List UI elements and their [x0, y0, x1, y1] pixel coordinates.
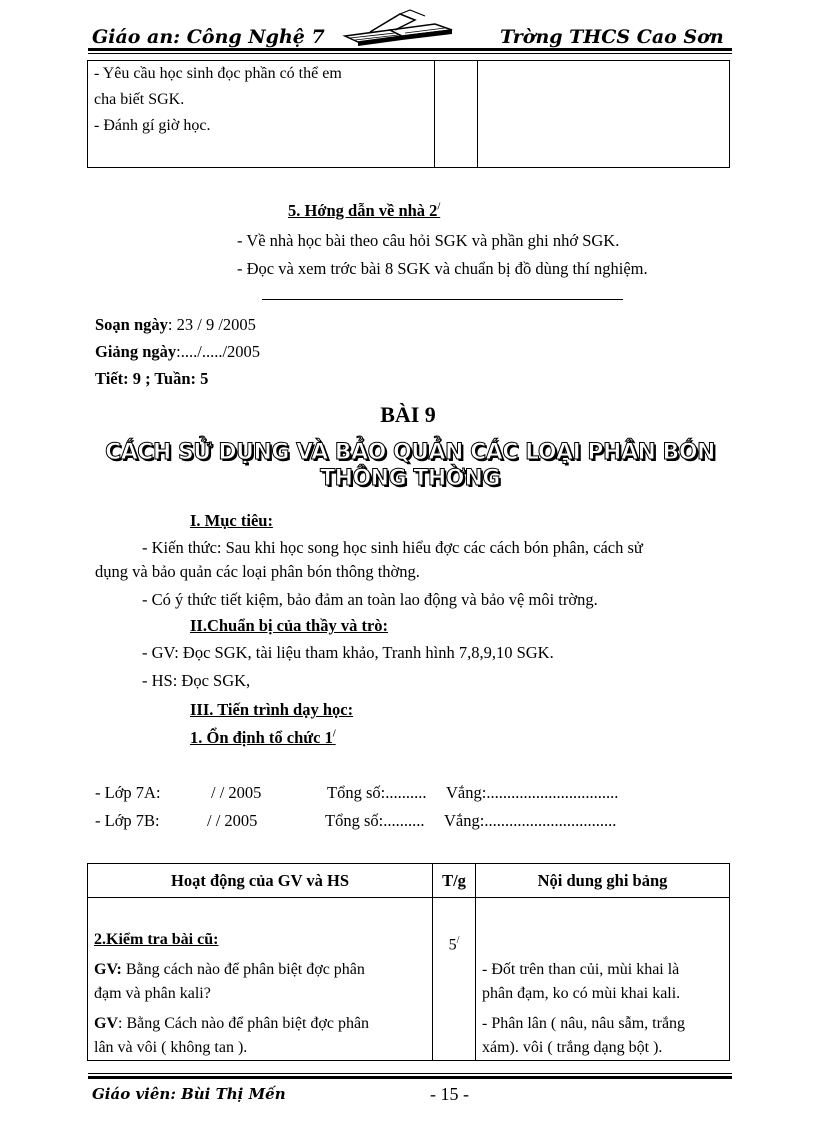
top-table-col-content [478, 61, 730, 168]
section-1-p1-line2: dụng và bảo quản các loại phân bón thông thờng. [95, 562, 420, 581]
class-b-absent: Vắng:................................ [444, 811, 617, 830]
class-a-name: - Lớp 7A: [95, 783, 161, 802]
header-left: Giáo an: Công Nghệ 7 [92, 26, 325, 48]
answer-2-line2: xám). vôi ( trắng dạng bột ). [482, 1039, 663, 1056]
section-2-heading: II.Chuẩn bị của thầy và trò: [190, 616, 389, 635]
lesson-number: BÀI 9 [380, 402, 436, 427]
section-3-sub: 1. Ổn định tổ chức 1/ [190, 728, 336, 747]
section-2-gv: - GV: Đọc SGK, tài liệu tham khảo, Tranh hình 7,8,9,10 SGK. [142, 643, 554, 662]
tiet-tuan: Tiết: 9 ; Tuần: 5 [95, 369, 209, 388]
top-table-col-time [435, 61, 478, 168]
question-2-cont: lân và vôi ( không tan ). [94, 1039, 248, 1056]
main-table [87, 863, 730, 1061]
main-table-content-cell [476, 898, 730, 1061]
header-rule-thin [88, 53, 732, 54]
giang-ngay: Giảng ngày:..../...../2005 [95, 342, 261, 361]
section-2-hs: - HS: Đọc SGK, [142, 671, 251, 690]
top-table-line: cha biết SGK. [94, 91, 185, 108]
top-table-line: - Yêu cầu học sinh đọc phần có thể em [94, 65, 342, 82]
question-1: GV: Bằng cách nào để phân biệt đợc phân [94, 961, 365, 978]
homework-line-1: - Về nhà học bài theo câu hỏi SGK và phần ghi nhớ SGK. [237, 231, 620, 250]
lesson-title-line-1: CÁCH SỬ DỤNG VÀ BẢO QUẢN CÁC LOẠI PHÂN BÓN [105, 440, 715, 465]
class-b-date: / / 2005 [207, 811, 258, 830]
main-table-header: T/g [433, 864, 476, 898]
footer-teacher: Giáo viên: Bùi Thị Mến [92, 1085, 286, 1103]
class-b-total: Tổng số:.......... [325, 811, 425, 830]
answer-2-line1: - Phân lân ( nâu, nâu sẫm, trắng [482, 1015, 686, 1032]
top-table-col-activity [88, 61, 435, 168]
time-value: 5 [448, 936, 457, 954]
main-table-header: Hoạt động của GV và HS [88, 864, 433, 898]
top-table [87, 60, 730, 168]
page-number: - 15 - [430, 1084, 469, 1104]
footer-rule-thick [88, 1076, 732, 1079]
kiem-tra-heading: 2.Kiểm tra bài cũ: [94, 931, 219, 948]
header-rule-thick [88, 48, 732, 51]
lesson-title-line-2: THÔNG THỜNG [320, 466, 500, 491]
answer-1-line1: - Đốt trên than củi, mùi khai là [482, 961, 680, 978]
soan-ngay: Soạn ngày: 23 / 9 /2005 [95, 315, 256, 334]
section-1-p2: - Có ý thức tiết kiệm, bảo đảm an toàn lao động và bảo vệ môi trờng. [142, 590, 598, 609]
homework-heading: 5. Hớng dẫn về nhà 2/ [288, 201, 441, 220]
question-1-cont: đạm và phân kali? [94, 985, 211, 1002]
main-table-activity-cell [88, 898, 433, 1061]
homework-line-2: - Đọc và xem trớc bài 8 SGK và chuẩn bị đồ dùng thí nghiệm. [237, 259, 648, 278]
section-1-p1-line1: - Kiến thức: Sau khi học song học sinh hiểu đợc các cách bón phân, cách sử [142, 538, 643, 557]
top-table-line: - Đánh gí giờ học. [94, 117, 211, 134]
class-a-absent: Vắng:................................ [446, 783, 619, 802]
question-2: GV: Bằng Cách nào để phân biệt đợc phân [94, 1015, 370, 1032]
class-a-date: / / 2005 [211, 783, 262, 802]
class-a-total: Tổng số:.......... [327, 783, 427, 802]
main-table-time-cell: 5/ [433, 898, 476, 1061]
book-ornament-icon [340, 8, 460, 48]
header-right: Trờng THCS Cao Sơn [500, 26, 724, 48]
main-table-header: Nội dung ghi bảng [476, 864, 730, 898]
footer-rule-thin [88, 1073, 732, 1074]
divider [262, 299, 623, 300]
section-1-heading: I. Mục tiêu: [190, 511, 273, 530]
section-3-heading: III. Tiến trình dạy học: [190, 700, 354, 719]
answer-1-line2: phân đạm, ko có mùi khai kali. [482, 985, 681, 1002]
class-b-name: - Lớp 7B: [95, 811, 160, 830]
